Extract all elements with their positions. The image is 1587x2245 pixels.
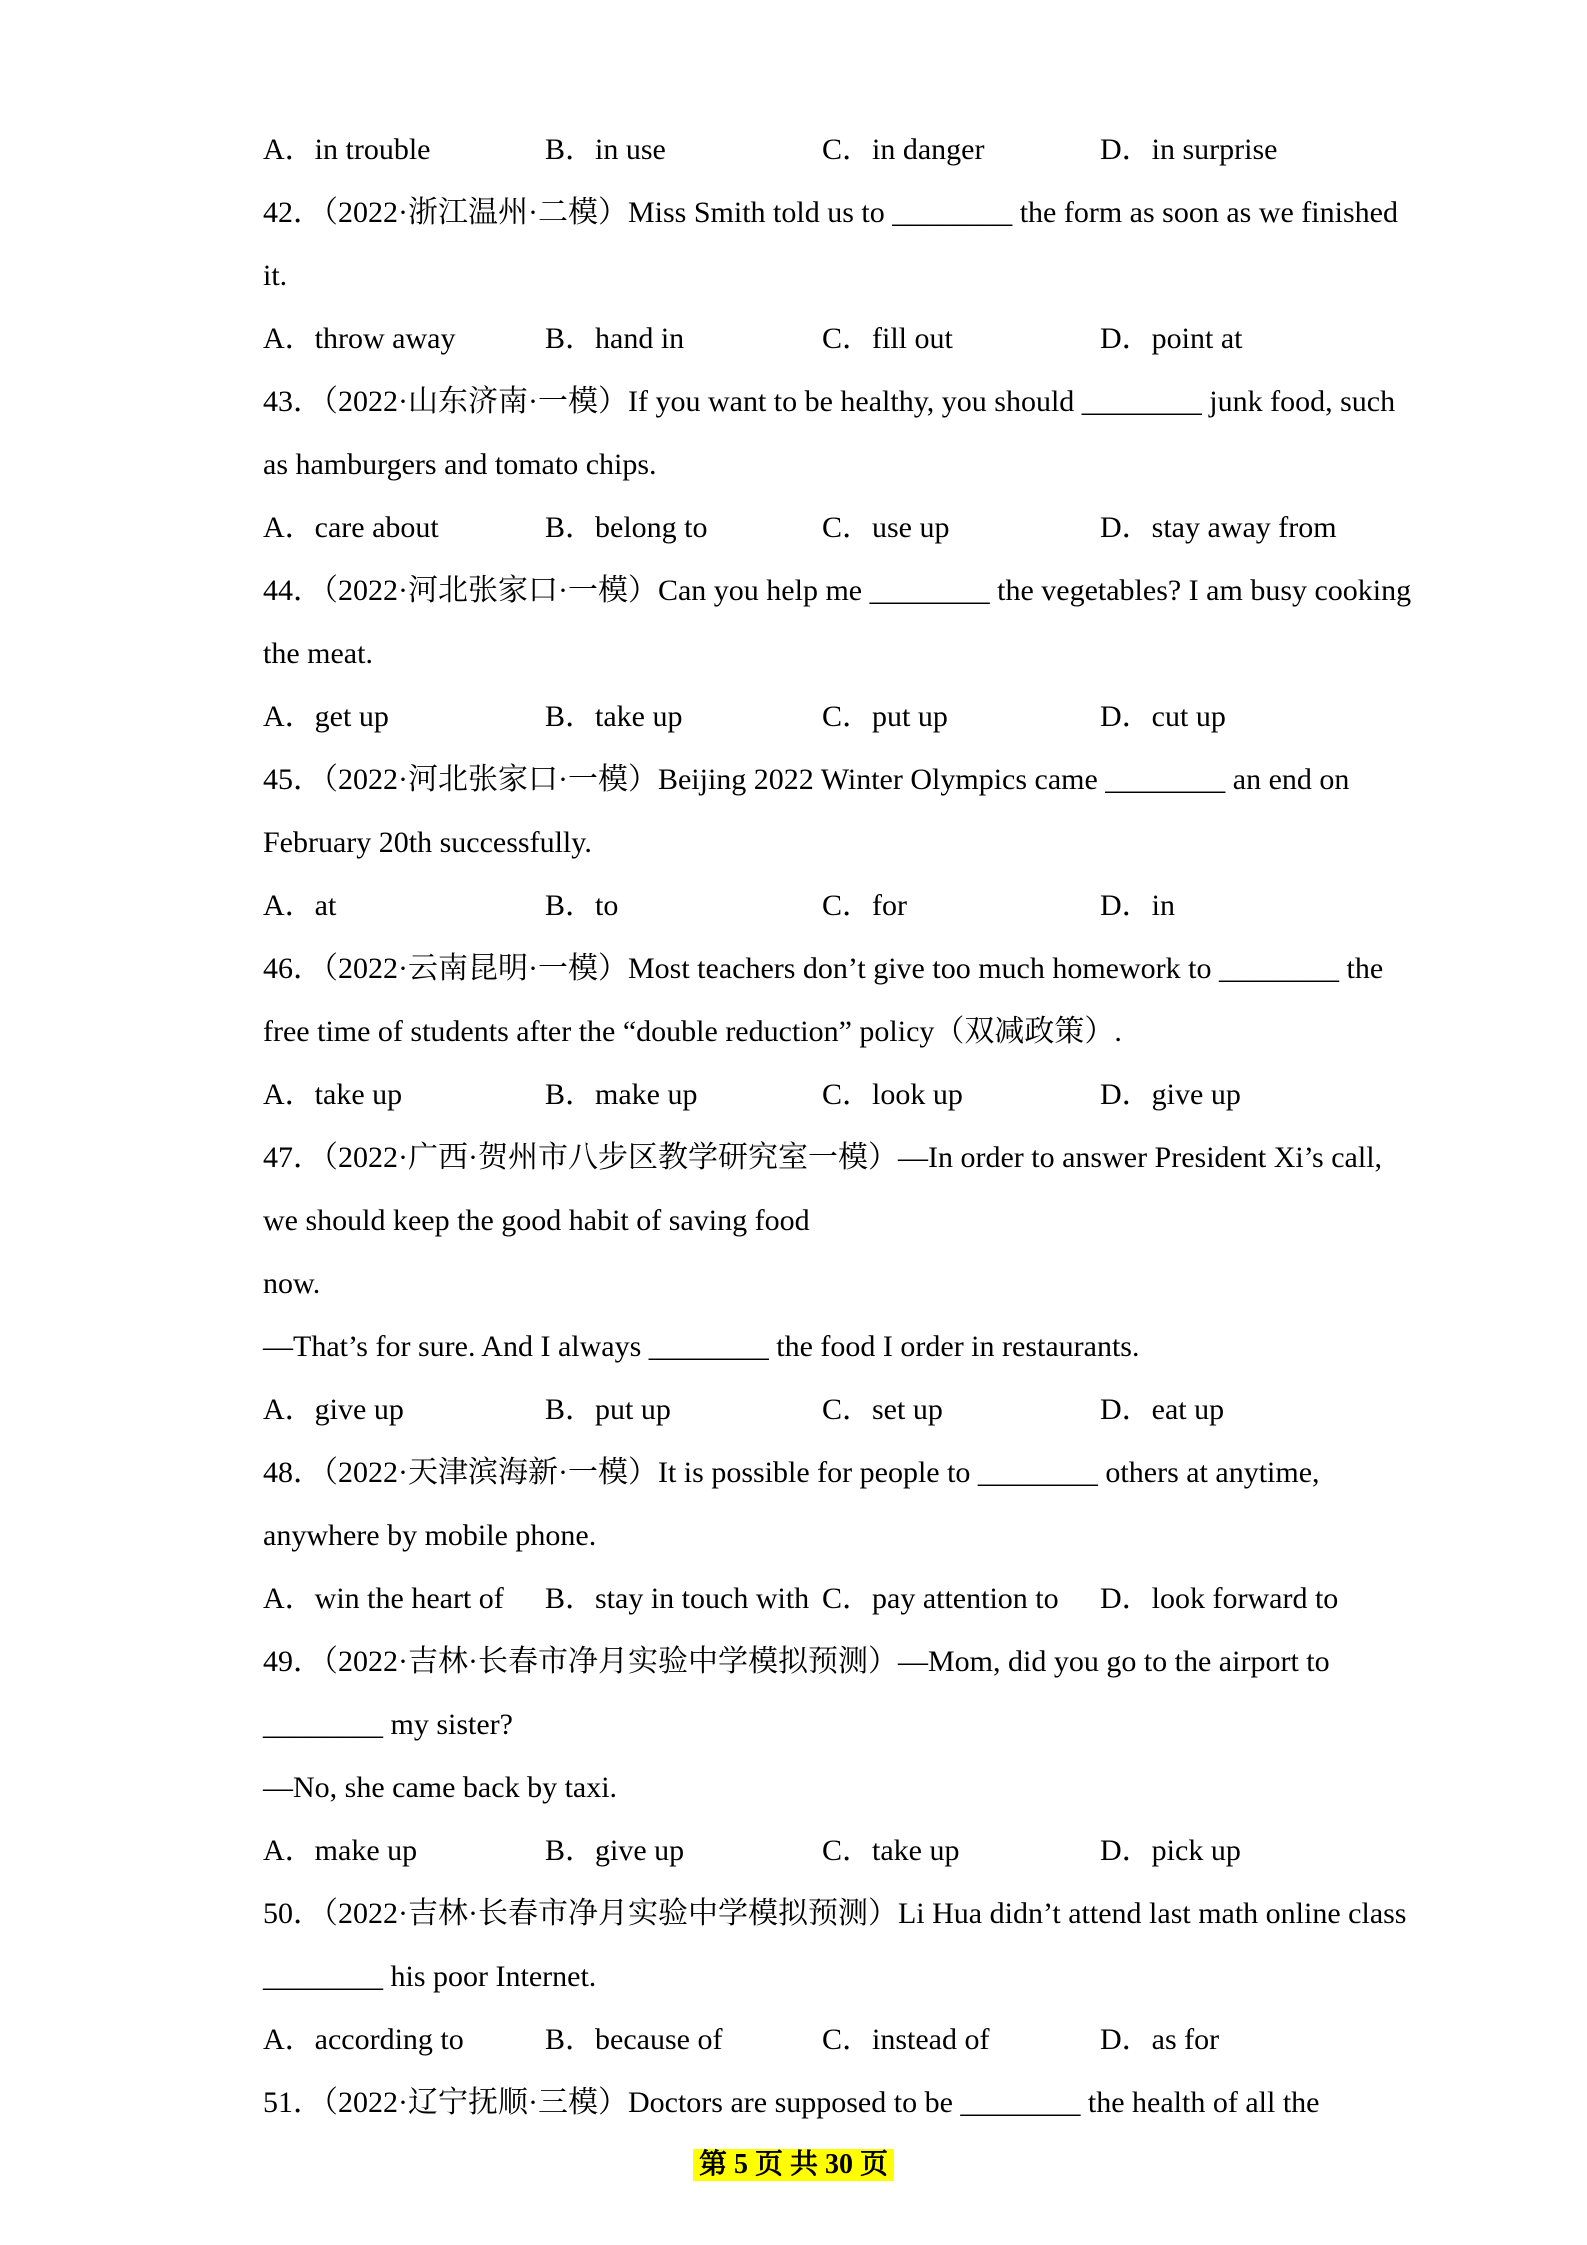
options-row <box>263 307 1324 370</box>
option-a: A．win the heart of <box>263 1582 504 1615</box>
option-a: A．get up <box>263 700 389 733</box>
option-b: B．make up <box>545 1078 698 1111</box>
option-c: C．look up <box>822 1078 963 1111</box>
question-text-line: ________ his poor Internet. <box>263 1960 597 1993</box>
option-c: C．in danger <box>822 133 985 166</box>
options-row <box>263 2008 1324 2071</box>
options-row <box>263 496 1337 559</box>
option-d: D．look forward to <box>1100 1582 1339 1615</box>
question-text-line: 45．（2022·河北张家口·一模）Beijing 2022 Winter Olympics came ________ an end on <box>263 763 1350 796</box>
option-c: C．put up <box>822 700 948 733</box>
page-footer <box>0 2149 1587 2181</box>
question-text-line: anywhere by mobile phone. <box>263 1519 597 1552</box>
option-c: C．pay attention to <box>822 1582 1059 1615</box>
question-text-line: ________ my sister? <box>263 1708 513 1741</box>
question-text-line: now. <box>263 1267 321 1300</box>
option-a: A．according to <box>263 2023 464 2056</box>
option-c: C．use up <box>822 511 950 544</box>
question-text-line: the meat. <box>263 637 373 670</box>
option-c: C．set up <box>822 1393 943 1426</box>
question-text-line: 42．（2022·浙江温州·二模）Miss Smith told us to ________ the form as soon as we finished <box>263 196 1398 229</box>
question-text-line: 47．（2022·广西·贺州市八步区教学研究室一模）—In order to answer President Xi’s call, <box>263 1141 1383 1174</box>
option-b: B．belong to <box>545 511 708 544</box>
option-d: D．point at <box>1100 322 1243 355</box>
question-text-line: 44．（2022·河北张家口·一模）Can you help me ________ the vegetables? I am busy cooking <box>263 574 1412 607</box>
options-row <box>263 1819 1324 1882</box>
option-d: D．eat up <box>1100 1393 1225 1426</box>
question-text-line: as hamburgers and tomato chips. <box>263 448 657 481</box>
question-text-line: it. <box>263 259 288 292</box>
option-d: D．in surprise <box>1100 133 1278 166</box>
option-b: B．take up <box>545 700 683 733</box>
page-number-badge: 第 5 页 共 30 页 <box>693 2149 894 2181</box>
option-a: A．take up <box>263 1078 403 1111</box>
option-a: A．at <box>263 889 337 922</box>
option-a: A．give up <box>263 1393 404 1426</box>
option-d: D．in <box>1100 889 1175 922</box>
options-row <box>263 118 1324 181</box>
question-text-line: 51．（2022·辽宁抚顺·三模）Doctors are supposed to be ________ the health of all the <box>263 2086 1320 2119</box>
option-b: B．to <box>545 889 619 922</box>
option-c: C．take up <box>822 1834 960 1867</box>
option-d: D．as for <box>1100 2023 1220 2056</box>
options-row <box>263 874 1324 937</box>
question-text-line: 43．（2022·山东济南·一模）If you want to be healthy, you should ________ junk food, such <box>263 385 1396 418</box>
question-text-line: 48．（2022·天津滨海新·一模）It is possible for people to ________ others at anytime, <box>263 1456 1320 1489</box>
option-b: B．give up <box>545 1834 685 1867</box>
question-text-line: 46．（2022·云南昆明·一模）Most teachers don’t give too much homework to ________ the <box>263 952 1384 985</box>
option-b: B．stay in touch with <box>545 1582 810 1615</box>
option-d: D．give up <box>1100 1078 1241 1111</box>
options-row <box>263 1378 1324 1441</box>
option-a: A．in trouble <box>263 133 431 166</box>
options-row <box>263 685 1324 748</box>
option-b: B．in use <box>545 133 666 166</box>
question-text-line: 49．（2022·吉林·长春市净月实验中学模拟预测）—Mom, did you go to the airport to <box>263 1645 1330 1678</box>
option-c: C．for <box>822 889 907 922</box>
option-b: B．put up <box>545 1393 671 1426</box>
question-text-line: we should keep the good habit of saving food <box>263 1204 810 1237</box>
question-text-line: February 20th successfully. <box>263 826 592 859</box>
option-a: A．make up <box>263 1834 418 1867</box>
option-b: B．hand in <box>545 322 685 355</box>
option-c: C．instead of <box>822 2023 990 2056</box>
option-d: D．cut up <box>1100 700 1226 733</box>
question-text-line: —That’s for sure. And I always ________ the food I order in restaurants. <box>263 1330 1140 1363</box>
option-a: A．care about <box>263 511 439 544</box>
option-b: B．because of <box>545 2023 723 2056</box>
options-row <box>263 1063 1324 1126</box>
question-text-line: 50．（2022·吉林·长春市净月实验中学模拟预测）Li Hua didn’t attend last math online class <box>263 1897 1407 1930</box>
option-c: C．fill out <box>822 322 953 355</box>
option-a: A．throw away <box>263 322 456 355</box>
option-d: D．stay away from <box>1100 511 1337 544</box>
question-text-line: —No, she came back by taxi. <box>263 1771 618 1804</box>
question-text-line: free time of students after the “double reduction” policy（双减政策）. <box>263 1015 1122 1048</box>
option-d: D．pick up <box>1100 1834 1241 1867</box>
exam-questions-body <box>263 118 1412 2134</box>
options-row <box>263 1567 1339 1630</box>
